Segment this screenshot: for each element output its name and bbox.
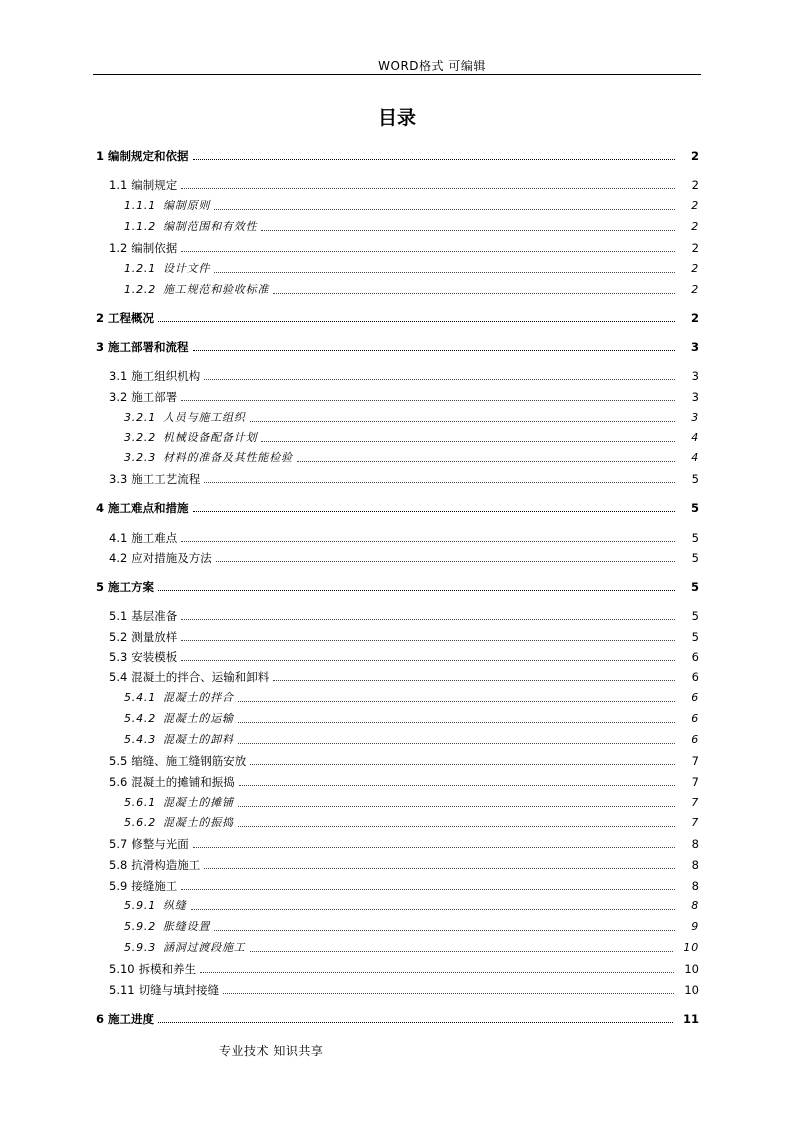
- toc-dot-leader: [250, 764, 675, 765]
- toc-entry-number: 3.2.3: [124, 451, 156, 464]
- toc-dot-leader: [181, 541, 675, 542]
- toc-entry-page: 5: [690, 580, 699, 594]
- toc-entry-title: 混凝土的运输: [163, 712, 234, 725]
- toc-entry-number: 5.5: [109, 754, 128, 768]
- toc-dot-leader: [193, 847, 675, 848]
- toc-dot-leader: [238, 722, 675, 723]
- toc-entry[interactable]: [96, 579, 699, 595]
- toc-entry-title: 施工工艺流程: [131, 472, 201, 486]
- toc-dot-leader: [158, 321, 675, 322]
- toc-entry[interactable]: [124, 282, 699, 298]
- page-header: WORD格式 可编辑: [378, 59, 486, 73]
- toc-dot-leader: [297, 461, 675, 462]
- toc-dot-leader: [214, 209, 675, 210]
- toc-entry[interactable]: [124, 711, 699, 727]
- toc-dot-leader: [204, 868, 675, 869]
- toc-entry-number: 2: [96, 311, 105, 325]
- toc-entry-number: 5.4: [109, 670, 128, 684]
- toc-entry-number: 5.10: [109, 962, 135, 976]
- toc-entry-page: 3: [691, 390, 699, 404]
- toc-entry[interactable]: [96, 1011, 699, 1027]
- toc-dot-leader: [273, 680, 675, 681]
- toc-entry[interactable]: [124, 261, 699, 277]
- toc-entry-number: 5: [96, 580, 105, 594]
- toc-entry-title: 施工方案: [108, 580, 155, 594]
- toc-entry-number: 5.4.2: [124, 712, 156, 725]
- toc-dot-leader: [238, 806, 675, 807]
- toc-entry-page: 7: [691, 796, 699, 809]
- toc-entry-number: 5.7: [109, 837, 128, 851]
- toc-entry-number: 3.2.1: [124, 411, 156, 424]
- toc-entry-title: 混凝土的拌合、运输和卸料: [131, 670, 270, 684]
- toc-entry-title: 混凝土的振捣: [163, 816, 234, 829]
- toc-entry-title: 施工规范和验收标准: [163, 283, 270, 296]
- toc-entry-page: 6: [691, 691, 699, 704]
- toc-entry-number: 3.1: [109, 369, 128, 383]
- toc-entry-number: 5.4.3: [124, 733, 156, 746]
- toc-dot-leader: [223, 993, 674, 994]
- toc-entry-title: 编制范围和有效性: [163, 220, 258, 233]
- toc-dot-leader: [250, 951, 674, 952]
- toc-entry-page: 10: [684, 962, 699, 976]
- toc-entry-title: 混凝土的摊铺: [163, 796, 234, 809]
- toc-entry-title: 纵缝: [163, 899, 187, 912]
- toc-entry-number: 1.1: [109, 178, 128, 192]
- toc-dot-leader: [204, 482, 675, 483]
- toc-dot-leader: [214, 930, 675, 931]
- toc-entry-title: 安装模板: [131, 650, 178, 664]
- toc-entry[interactable]: [124, 898, 699, 914]
- toc-entry-number: 6: [96, 1012, 105, 1026]
- toc-entry[interactable]: [96, 310, 699, 326]
- toc-entry-page: 2: [691, 283, 699, 296]
- toc-entry-title: 施工难点: [131, 531, 178, 545]
- toc-dot-leader: [181, 251, 675, 252]
- toc-entry-title: 施工难点和措施: [108, 501, 189, 515]
- toc-entry[interactable]: [96, 339, 699, 355]
- toc-dot-leader: [238, 743, 675, 744]
- toc-entry-page: 8: [691, 837, 699, 851]
- toc-entry-number: 5.2: [109, 630, 128, 644]
- toc-entry-title: 编制规定和依据: [108, 149, 189, 163]
- toc-entry[interactable]: [124, 690, 699, 706]
- toc-entry-page: 6: [691, 712, 699, 725]
- toc-entry-page: 2: [690, 149, 699, 163]
- toc-entry-title: 切缝与填封接缝: [138, 983, 220, 997]
- toc-entry-title: 抗滑构造施工: [131, 858, 201, 872]
- toc-entry-page: 2: [690, 311, 699, 325]
- toc-entry[interactable]: [109, 240, 699, 256]
- toc-entry[interactable]: [109, 368, 699, 384]
- toc-entry-number: 5.6.1: [124, 796, 156, 809]
- toc-entry[interactable]: [96, 148, 699, 164]
- toc-entry[interactable]: [124, 410, 699, 426]
- toc-entry[interactable]: [124, 732, 699, 748]
- toc-dot-leader: [261, 441, 675, 442]
- toc-entry-title: 混凝土的摊铺和振捣: [131, 775, 235, 789]
- toc-entry-title: 设计文件: [163, 262, 211, 275]
- toc-entry-page: 10: [683, 941, 699, 954]
- toc-entry-number: 3.2: [109, 390, 128, 404]
- toc-entry-number: 4.2: [109, 551, 128, 565]
- toc-entry[interactable]: [109, 629, 699, 645]
- toc-entry-page: 8: [691, 858, 699, 872]
- toc-entry[interactable]: [124, 430, 699, 446]
- toc-entry[interactable]: [109, 389, 699, 405]
- toc-entry[interactable]: [124, 450, 699, 466]
- toc-entry-page: 7: [691, 816, 699, 829]
- toc-entry-title: 施工组织机构: [131, 369, 201, 383]
- toc-entry[interactable]: [109, 982, 699, 998]
- toc-entry-title: 混凝土的拌合: [163, 691, 234, 704]
- toc-entry-number: 3.2.2: [124, 431, 156, 444]
- toc-dot-leader: [273, 293, 675, 294]
- toc-entry-title: 混凝土的卸料: [163, 733, 234, 746]
- toc-entry-title: 涵洞过渡段施工: [163, 941, 246, 954]
- toc-entry-page: 6: [691, 733, 699, 746]
- toc-entry-title: 接缝施工: [131, 879, 178, 893]
- toc-entry-title: 测量放样: [131, 630, 178, 644]
- toc-dot-leader: [181, 660, 675, 661]
- toc-entry-page: 2: [691, 241, 699, 255]
- toc-entry[interactable]: [109, 550, 699, 566]
- toc-entry-number: 1.2.1: [124, 262, 156, 275]
- toc-entry[interactable]: [109, 530, 699, 546]
- toc-entry-number: 1.2.2: [124, 283, 156, 296]
- toc-entry-page: 5: [690, 501, 699, 515]
- toc-entry-number: 1.1.2: [124, 220, 156, 233]
- toc-entry-title: 修整与光面: [131, 837, 189, 851]
- toc-entry-page: 11: [682, 1012, 699, 1026]
- toc-entry-page: 2: [691, 220, 699, 233]
- toc-entry-title: 机械设备配备计划: [163, 431, 258, 444]
- toc-entry-page: 4: [691, 431, 699, 444]
- toc-dot-leader: [250, 421, 675, 422]
- toc-entry-page: 3: [690, 340, 699, 354]
- toc-entry[interactable]: [124, 919, 699, 935]
- toc-entry-title: 材料的准备及其性能检验: [163, 451, 293, 464]
- toc-entry-title: 人员与施工组织: [163, 411, 246, 424]
- toc-entry[interactable]: [109, 608, 699, 624]
- toc-entry-title: 编制规定: [131, 178, 178, 192]
- toc-entry-number: 1.2: [109, 241, 128, 255]
- toc-entry-page: 4: [691, 451, 699, 464]
- toc-entry-page: 5: [691, 551, 699, 565]
- toc-entry-title: 施工部署和流程: [108, 340, 189, 354]
- toc-entry-number: 5.6: [109, 775, 128, 789]
- toc-entry[interactable]: [109, 774, 699, 790]
- toc-entry-number: 5.9.1: [124, 899, 156, 912]
- toc-entry-title: 编制原则: [163, 199, 211, 212]
- toc-dot-leader: [181, 889, 675, 890]
- toc-dot-leader: [261, 230, 675, 231]
- toc-entry-page: 5: [691, 609, 699, 623]
- toc-entry-page: 9: [691, 920, 699, 933]
- toc-entry-number: 5.8: [109, 858, 128, 872]
- page-footer: 专业技术 知识共享: [219, 1044, 324, 1058]
- toc-dot-leader: [181, 640, 675, 641]
- toc-entry[interactable]: [109, 753, 699, 769]
- toc-dot-leader: [214, 272, 675, 273]
- toc-entry-page: 2: [691, 178, 699, 192]
- toc-dot-leader: [216, 561, 675, 562]
- toc-entry-page: 6: [691, 650, 699, 664]
- toc-entry-title: 编制依据: [131, 241, 178, 255]
- toc-entry-page: 3: [691, 411, 699, 424]
- toc-entry[interactable]: [109, 878, 699, 894]
- toc-entry-number: 5.1: [109, 609, 128, 623]
- toc-entry-title: 基层准备: [131, 609, 178, 623]
- toc-entry-title: 施工部署: [131, 390, 178, 404]
- page-title: 目录: [377, 107, 416, 129]
- toc-entry[interactable]: [124, 815, 699, 831]
- toc-dot-leader: [191, 909, 675, 910]
- toc-entry-page: 10: [684, 983, 699, 997]
- toc-entry-page: 8: [691, 899, 699, 912]
- toc-entry[interactable]: [96, 500, 699, 516]
- toc-entry-title: 工程概况: [108, 311, 155, 325]
- toc-entry-number: 4.1: [109, 531, 128, 545]
- toc-dot-leader: [158, 1022, 673, 1023]
- toc-entry-title: 胀缝设置: [163, 920, 211, 933]
- toc-entry-title: 应对措施及方法: [131, 551, 212, 565]
- toc-dot-leader: [239, 785, 675, 786]
- toc-entry-number: 4: [96, 501, 105, 515]
- toc-dot-leader: [204, 379, 675, 380]
- toc-entry[interactable]: [124, 219, 699, 235]
- toc-entry-number: 5.11: [109, 983, 135, 997]
- toc-entry-page: 5: [691, 531, 699, 545]
- toc-entry[interactable]: [124, 198, 699, 214]
- toc-entry[interactable]: [109, 961, 699, 977]
- toc-entry-page: 7: [691, 775, 699, 789]
- toc-entry-number: 5.9.3: [124, 941, 156, 954]
- toc-entry[interactable]: [124, 940, 699, 956]
- toc-entry-number: 5.3: [109, 650, 128, 664]
- toc-entry-number: 1.1.1: [124, 199, 156, 212]
- toc-entry[interactable]: [109, 857, 699, 873]
- toc-entry-page: 8: [691, 879, 699, 893]
- toc-entry[interactable]: [109, 649, 699, 665]
- toc-dot-leader: [200, 972, 674, 973]
- toc-dot-leader: [238, 701, 675, 702]
- toc-dot-leader: [193, 511, 675, 512]
- toc-entry-number: 3: [96, 340, 105, 354]
- toc-entry[interactable]: [109, 669, 699, 685]
- toc-entry-page: 2: [691, 262, 699, 275]
- toc-entry-number: 3.3: [109, 472, 128, 486]
- toc-entry-number: 5.9.2: [124, 920, 156, 933]
- toc-dot-leader: [181, 400, 675, 401]
- toc-entry-number: 5.6.2: [124, 816, 156, 829]
- toc-entry-page: 3: [691, 369, 699, 383]
- toc-entry-page: 2: [691, 199, 699, 212]
- toc-entry[interactable]: [124, 795, 699, 811]
- toc-entry-number: 1: [96, 149, 105, 163]
- toc-entry-title: 拆模和养生: [138, 962, 197, 976]
- toc-entry-page: 7: [691, 754, 699, 768]
- toc-entry-page: 5: [691, 630, 699, 644]
- toc-entry[interactable]: [109, 836, 699, 852]
- toc-entry[interactable]: [109, 177, 699, 193]
- toc-entry-page: 6: [691, 670, 699, 684]
- toc-dot-leader: [193, 350, 675, 351]
- toc-entry-title: 施工进度: [108, 1012, 155, 1026]
- toc-entry-title: 缩缝、施工缝钢筋安放: [131, 754, 247, 768]
- toc-dot-leader: [193, 159, 675, 160]
- toc-dot-leader: [238, 826, 675, 827]
- toc-dot-leader: [181, 188, 675, 189]
- toc-entry-number: 5.9: [109, 879, 128, 893]
- toc-dot-leader: [181, 619, 675, 620]
- toc-entry-page: 5: [691, 472, 699, 486]
- toc-entry-number: 5.4.1: [124, 691, 156, 704]
- toc-dot-leader: [158, 590, 675, 591]
- toc-entry[interactable]: [109, 471, 699, 487]
